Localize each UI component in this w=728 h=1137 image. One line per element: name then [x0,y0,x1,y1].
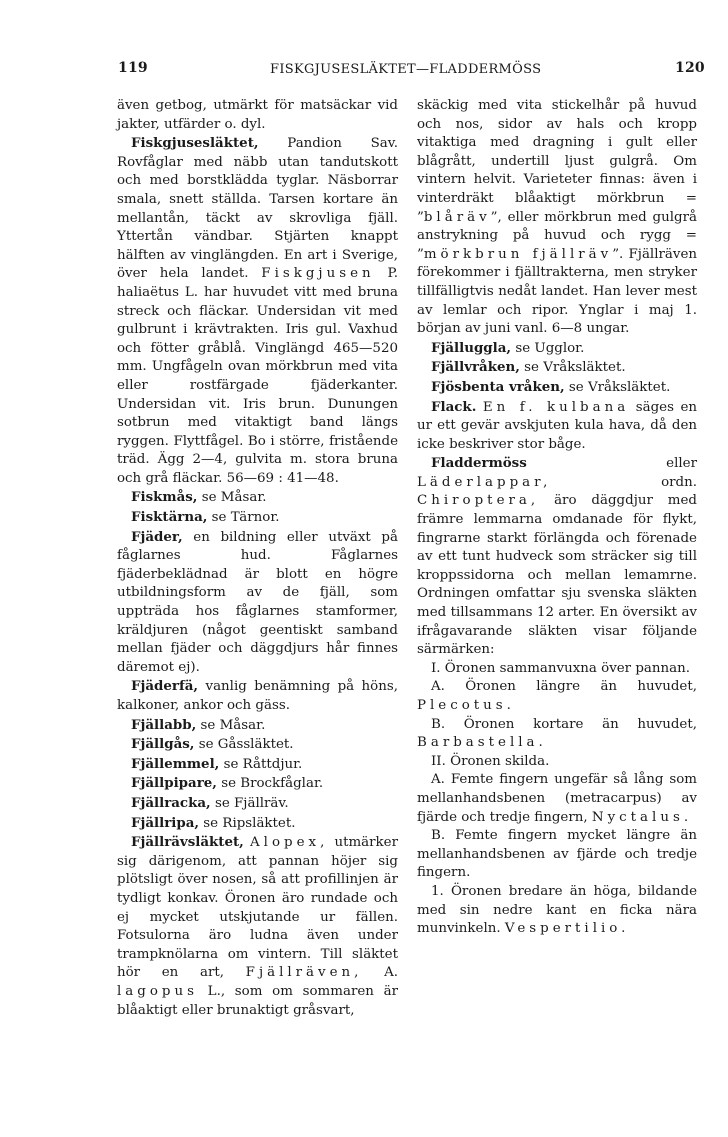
spaced-name: Nyctalus. [591,809,693,825]
entry-text: I. Öronen sammanvuxna över pannan. [431,660,691,676]
entry [417,827,697,883]
entry-text: ordn. [551,474,697,490]
entry [417,454,697,660]
spaced-name: Plecotus. [417,698,515,713]
entry-term: Fjällracka, [131,794,211,811]
entry [417,339,697,359]
entry [117,735,398,755]
entry [417,378,697,398]
running-head: FISKGJUSESLÄKTET—FLADDERMÖSS [270,62,542,77]
entry-text: se Råttdjur. [219,756,303,772]
spaced-name: Alopex, [250,835,329,851]
entry-term: Flack. [431,398,477,415]
entry-text: en bildning eller utväxt på fåglarnes hud. Fåglarnes fjäderbeklädnad är blott en högre utbildningsform av de fjäll, som uppträda hos fåglarnes stamformer, kräldjuren (något geentiskt samband mellan fjäder och däggdjurs hår finnes däremot ej). [117,529,398,675]
entry-term: Fjällgås, [131,736,195,753]
entry [117,833,398,1020]
entry-text: A. Femte fingern ungefär så lång som mellanhandsbenen (metracarpus) av fjärde och tredje fingern, [417,772,697,825]
entry-text: L., som om sommaren är blåaktigt eller brunaktigt gråsvart, [117,983,398,1018]
entry-text: utmärker sig därigenom, att pannan höjer sig plötsligt över nosen, så att profillinjen är tydligt konkav. Öronen äro rundade och ej mycket utskjutande ur fällen. Fotsulorna äro ludna även under trampknölarna om vintern. Till släktet hör en art, [117,835,398,981]
spaced-name: Vespertilio. [504,921,630,937]
spaced-name: En f. kulbana [482,399,630,415]
entry [117,488,398,508]
spaced-name: lagopus [117,983,198,999]
entry-term: Fjäder, [131,528,183,545]
entry-term: Fjällemmel, [131,755,220,772]
entry-text: A. Öronen längre än huvudet, [431,679,697,695]
spaced-name: mörkbrun fjällräv [423,246,613,262]
entry-text: se Brockfåglar. [216,776,324,792]
entry [417,716,697,753]
entry-text: P. haliaëtus L. har huvudet vitt med bruna streck och fläckar. Undersidan vit med gulbrunt i krävtrakten. Iris gul. Vaxhud och fötter gråblå. Vinglängd 465—520 mm. Ungfågeln ovan mörkbrun med vita eller rostfärgade fjäderkanter. Undersidan vit. Iris brun. Dunungen sotbrun med vitaktigt band längs ryggen. Flyttfågel. Bo i större, fristående träd. Ägg 2—4, gulvita m. stora bruna och grå fläckar. 56—69 : 41—48. [117,266,399,486]
spaced-name: blåräv [423,209,491,225]
entry-term: Fjällpipare, [131,775,217,792]
right-column [417,97,697,939]
entry [117,528,398,678]
entry-text: 1. Öronen bredare än höga, bildande med sin nedre kant en ficka nära munvinkeln. [417,883,697,937]
spaced-name: Barbastella. [417,735,547,751]
entry-text: se Ugglor. [511,340,585,356]
entry [417,678,697,715]
entry-text: även getbog, utmärkt för matsäckar vid jakter, utfärder o. dyl. [117,98,398,132]
entry [117,677,398,715]
entry [117,97,398,134]
entry [417,883,697,939]
entry-text: se Fjällräv. [210,795,289,811]
left-column [117,97,398,1020]
entry [417,358,697,378]
entry [417,97,697,339]
entry-text: B. Öronen kortare än huvudet, [431,716,697,732]
entry-text: vanlig benämning på höns, kalkoner, ankor och gäss. [117,679,398,713]
entry-term: Fjällvråken, [431,359,520,376]
entry-text: se Måsar. [196,717,266,733]
entry-text: säges en ur ett gevär avskjuten kula hava, då den icke beskriver stor båge. [417,399,697,452]
entry-text: B. Femte fingern mycket längre än mellanhandsbenen av fjärde och tredje fingern. [417,828,697,881]
entry-text: se Måsar. [197,490,267,506]
entry [417,398,697,455]
entry [117,508,398,528]
entry [117,755,398,775]
entry-text: se Vråksläktet. [564,379,671,395]
entry-text: eller [526,456,697,472]
spaced-name: Fjällräven, [245,965,363,981]
entry-text: ”, eller mörkbrun med gulgrå anstrykning på huvud och rygg = ” [417,209,697,262]
page-number-right: 120 [675,60,705,76]
entry-text: se Ripsläktet. [199,815,296,831]
entry-term: Fisktärna, [131,509,208,526]
entry-text: skäckig med vita stickelhår på huvud och nos, sidor av hals och kropp vitaktiga med dragning i gult eller blågrått, undertill ljust gulgrå. Om vintern helvit. Varieteter finnas: även i vinterdräkt blåaktigt mörkbrun = ” [417,98,697,225]
spaced-name: Läderlappar, [417,474,552,490]
entry-text: se Vråksläktet. [519,360,626,376]
entry [117,814,398,834]
spaced-name: Chiroptera, [417,493,540,509]
entry-term: Fjälluggla, [431,339,512,356]
entry [117,794,398,814]
entry-text: Pandion Sav. Rovfåglar med näbb utan tandutskott och med borstklädda tyglar. Näsborrar smala, snett ställda. Tarsen kortare än mellantån, täckt av skrovliga fjäll. Yttertån vändbar. Stjärten knappt hälften av vinglängden. En art i Sverige, över hela landet. [117,136,398,282]
entry-text: II. Öronen skilda. [431,753,550,769]
entry [117,134,398,488]
entry-term: Fiskmås, [131,489,198,506]
entry [117,716,398,736]
entry-text: se Tärnor. [207,510,280,526]
spaced-name: Fiskgjusen [261,266,375,282]
entry [117,774,398,794]
entry-term: Fladdermöss [431,455,527,472]
entry-text: ”. Fjällräven förekommer i fjälltrakterna, men stryker tillfälligtvis nedåt landet. Han lever mest av lemlar och ripor. Ynglar i maj 1. början av juni vanl. 6—8 ungar. [417,246,697,337]
entry-term: Fiskgjusesläktet, [131,135,259,152]
entry-term: Fjällabb, [131,716,197,733]
page-number-left: 119 [118,60,148,76]
entry-text: äro däggdjur med främre lemmarna omdanade för flykt, fingrarne starkt förlängda och förenade av ett tunt hudveck som sträcker sig till kroppssidorna och mellan lemamrne. Ordningen omfattar sju svenska släkten med tillsammans 12 arter. En översikt av ifrågavarande släkten visar följande särmärken: [417,493,697,658]
entry-text: se Gåssläktet. [194,737,294,753]
entry-term: Fjällripa, [131,814,200,831]
entry [417,771,697,827]
entry [417,753,697,772]
entry-term: Fjösbenta vråken, [431,378,565,395]
entry-term: Fjäderfä, [131,678,199,695]
entry-text: A. [362,965,398,981]
entry-term: Fjällrävsläktet, [131,834,244,851]
entry [417,660,697,679]
